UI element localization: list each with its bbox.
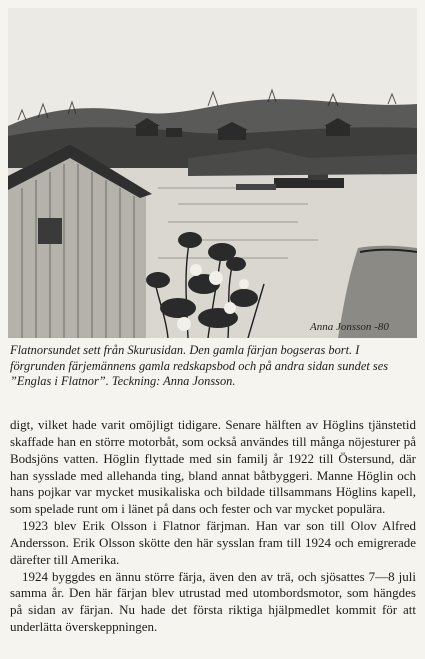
illustration-drawing — [8, 8, 417, 338]
body-text — [10, 417, 416, 636]
figure-caption: Flatnorsundet sett från Skurusidan. Den gamla färjan bogseras bort. I förgrunden färjemännens gamla redskapsbod och på andra sidan sundet ses ”Englas i Flatnor”. Teckning: Anna Jonsson. — [10, 343, 389, 388]
paragraph-2: 1923 blev Erik Olsson i Flatnor färjman. Han var son till Olov Alfred Andersson. Erik Olsson skötte den här sysslan fram till 1924 och emigrerade därefter till Amerika. — [10, 518, 416, 567]
paragraph-1: digt, vilket hade varit omöjligt tidigare. Senare hälften av Höglins tjänstetid skaffade han en större motorbåt, som också användes till många nöjesturer på Bodsjöns vatten. Höglin flyttade med sin familj år 1922 till Östersund, där han sysslade med allehanda ting, bland annat båtbyggeri. Manne Höglin och hans pojkar var mycket musikaliska och bildade tillsammans Höglins kapell, som spelade runt om i länet på dans och fester och var mycket populära. — [10, 417, 416, 517]
artist-signature: Anna Jonsson -80 — [310, 321, 389, 333]
paragraph-3: 1924 byggdes en ännu större färja, även den av trä, och sjösattes 7—8 juli samma år. Den här färjan blev utrustad med utombordsmotor, som hängdes på sidan av färjan. Nu hade det första riktiga hjälpmedlet kommit för att underlätta överskeppningen. — [10, 568, 416, 635]
